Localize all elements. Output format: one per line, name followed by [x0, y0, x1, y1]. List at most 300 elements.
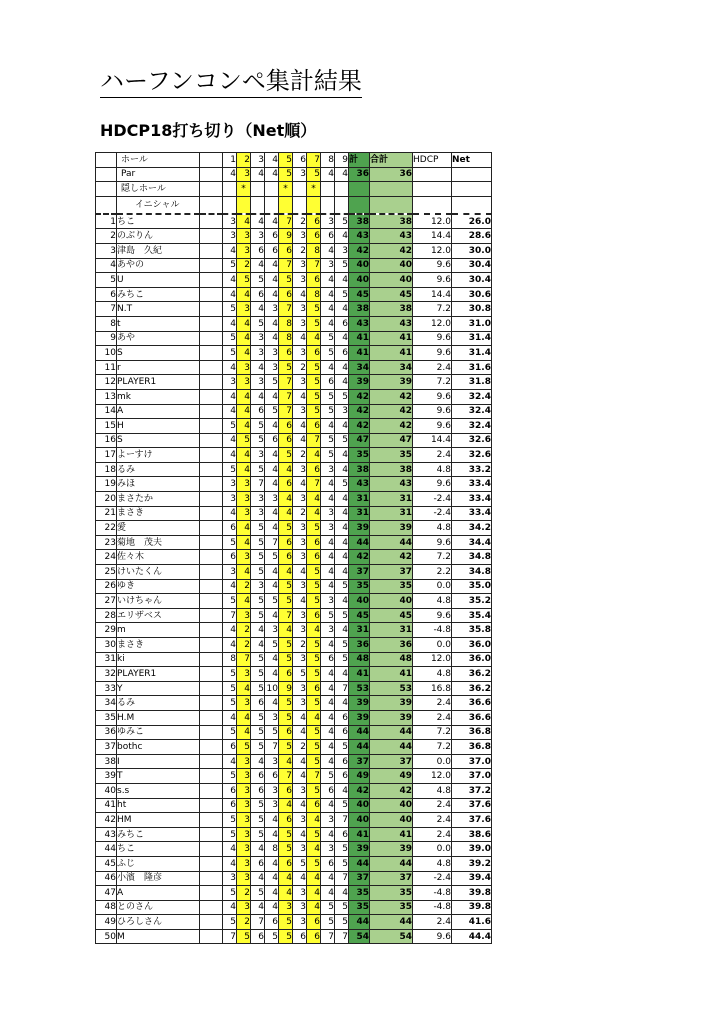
player-name-cell: ki: [117, 652, 200, 667]
gap-cell: [200, 153, 223, 168]
hole-score-cell: 5: [223, 827, 237, 842]
table-row: [96, 477, 492, 492]
hole-score-cell: 5: [307, 754, 321, 769]
hole-score-cell: 6: [321, 375, 335, 390]
rank-cell: 11: [96, 360, 117, 375]
hole-score-cell: 7: [335, 929, 349, 944]
gap-cell: [200, 404, 223, 419]
hole-score-cell: 2: [293, 740, 307, 755]
total-cell: 35: [349, 900, 370, 915]
rank-cell: 18: [96, 462, 117, 477]
hole-score-cell: 6: [335, 827, 349, 842]
hole-number: 8: [321, 153, 335, 168]
hole-score-cell: 3: [223, 492, 237, 507]
hole-score-cell: 6: [321, 652, 335, 667]
grand-total-cell: 42: [370, 550, 413, 565]
table-row: [96, 565, 492, 580]
hole-score-cell: 4: [237, 419, 251, 434]
grand-total-cell: 42: [370, 389, 413, 404]
hole-score-cell: 4: [335, 331, 349, 346]
hole-score-cell: 4: [237, 331, 251, 346]
hole-score-cell: 5: [237, 433, 251, 448]
hole-score-cell: 4: [293, 710, 307, 725]
hole-score-cell: 5: [307, 725, 321, 740]
player-name-cell: ht: [117, 798, 200, 813]
empty-cell: [237, 196, 251, 214]
hole-score-cell: 5: [279, 740, 293, 755]
hole-score-cell: 6: [335, 754, 349, 769]
table-row: [96, 433, 492, 448]
hole-score-cell: 5: [321, 331, 335, 346]
hole-score-cell: 4: [321, 419, 335, 434]
hole-score-cell: 2: [237, 915, 251, 930]
gap-cell: [200, 389, 223, 404]
hdcp-cell: 2.4: [413, 360, 452, 375]
hole-score-cell: 5: [321, 915, 335, 930]
table-row: [96, 769, 492, 784]
grand-total-cell: 43: [370, 316, 413, 331]
hdcp-cell: -2.4: [413, 492, 452, 507]
hole-score-cell: 5: [307, 740, 321, 755]
gap-cell: [200, 929, 223, 944]
hole-score-cell: 5: [279, 929, 293, 944]
hole-score-cell: 6: [307, 462, 321, 477]
hole-score-cell: 4: [237, 710, 251, 725]
hole-score-cell: 4: [307, 710, 321, 725]
hole-score-cell: 4: [321, 710, 335, 725]
gap-cell: [200, 827, 223, 842]
grand-total-cell: 47: [370, 433, 413, 448]
hole-score-cell: 5: [321, 346, 335, 361]
table-row: [96, 754, 492, 769]
hole-score-cell: 6: [293, 929, 307, 944]
hole-score-cell: 7: [279, 375, 293, 390]
hole-score-cell: 3: [293, 652, 307, 667]
hole-score-cell: 5: [223, 886, 237, 901]
hole-score-cell: 6: [251, 287, 265, 302]
hole-score-cell: 3: [293, 273, 307, 288]
hole-score-cell: 4: [237, 565, 251, 580]
hole-score-cell: 6: [335, 725, 349, 740]
hole-score-cell: 5: [265, 638, 279, 653]
hole-score-cell: 4: [279, 871, 293, 886]
hole-number: 2: [237, 153, 251, 168]
hdcp-cell: 2.2: [413, 565, 452, 580]
hole-score-cell: 5: [335, 798, 349, 813]
total-cell: 38: [349, 214, 370, 229]
net-cell: 39.4: [452, 871, 492, 886]
hole-score-cell: 5: [251, 462, 265, 477]
hole-score-cell: 3: [293, 900, 307, 915]
gap-cell: [200, 769, 223, 784]
player-name-cell: 愛: [117, 521, 200, 536]
gap-cell: [200, 196, 223, 214]
hidden-mark: [335, 182, 349, 197]
player-name-cell: T: [117, 769, 200, 784]
hole-score-cell: 4: [237, 389, 251, 404]
rank-cell: 5: [96, 273, 117, 288]
hole-score-cell: 4: [223, 900, 237, 915]
rank-cell: 29: [96, 623, 117, 638]
gap-cell: [200, 214, 223, 229]
hole-score-cell: 5: [279, 594, 293, 609]
hdcp-cell: 4.8: [413, 462, 452, 477]
hole-score-cell: 4: [321, 740, 335, 755]
hole-score-cell: 4: [321, 477, 335, 492]
net-cell: 28.6: [452, 229, 492, 244]
hole-score-cell: 3: [293, 535, 307, 550]
player-name-cell: みほ: [117, 477, 200, 492]
table-row: [96, 346, 492, 361]
hole-score-cell: 7: [251, 915, 265, 930]
hole-score-cell: 4: [335, 594, 349, 609]
par-row: [96, 167, 492, 182]
hole-score-cell: 6: [307, 535, 321, 550]
hole-score-cell: 4: [265, 389, 279, 404]
hole-score-cell: 3: [223, 565, 237, 580]
grand-total-cell: 42: [370, 419, 413, 434]
hole-score-cell: 5: [307, 652, 321, 667]
gap-cell: [200, 167, 223, 182]
gap-cell: [200, 623, 223, 638]
empty-cell: [370, 196, 413, 214]
hole-score-cell: 4: [335, 623, 349, 638]
hole-score-cell: 3: [321, 813, 335, 828]
hdcp-cell: 9.6: [413, 346, 452, 361]
hole-score-cell: 6: [279, 550, 293, 565]
par-label: Par: [117, 167, 200, 182]
hole-score-cell: 4: [223, 448, 237, 463]
hole-score-cell: 5: [265, 375, 279, 390]
hole-score-cell: 4: [307, 886, 321, 901]
hole-score-cell: 6: [321, 229, 335, 244]
hole-score-cell: 3: [321, 258, 335, 273]
hole-score-cell: 6: [307, 798, 321, 813]
hole-score-cell: 4: [265, 652, 279, 667]
hole-score-cell: 4: [237, 448, 251, 463]
hole-score-cell: 4: [279, 492, 293, 507]
hdcp-cell: 4.8: [413, 856, 452, 871]
hole-score-cell: 4: [237, 681, 251, 696]
hdcp-cell: 14.4: [413, 287, 452, 302]
hole-score-cell: 3: [293, 229, 307, 244]
net-cell: 36.2: [452, 667, 492, 682]
total-cell: 44: [349, 740, 370, 755]
hole-score-cell: 6: [265, 229, 279, 244]
net-cell: 35.0: [452, 579, 492, 594]
hole-score-cell: 5: [279, 842, 293, 857]
hole-score-cell: 3: [223, 375, 237, 390]
net-cell: 36.8: [452, 725, 492, 740]
hole-score-cell: 6: [279, 725, 293, 740]
hole-score-cell: 7: [335, 871, 349, 886]
hole-score-cell: 2: [293, 638, 307, 653]
player-name-cell: けいたくん: [117, 565, 200, 580]
hole-score-cell: 4: [335, 521, 349, 536]
gap-cell: [200, 900, 223, 915]
hole-score-cell: 5: [237, 929, 251, 944]
hole-score-cell: 4: [321, 886, 335, 901]
total-cell: 48: [349, 652, 370, 667]
table-row: [96, 521, 492, 536]
net-cell: 32.4: [452, 419, 492, 434]
empty-cell: [293, 196, 307, 214]
hole-score-cell: 6: [265, 433, 279, 448]
hole-score-cell: 4: [237, 404, 251, 419]
player-name-cell: ちこ: [117, 842, 200, 857]
grand-total-cell: 42: [370, 404, 413, 419]
net-cell: 31.6: [452, 360, 492, 375]
hole-score-cell: 3: [293, 681, 307, 696]
grand-total-cell: 44: [370, 725, 413, 740]
player-name-cell: あや: [117, 331, 200, 346]
hole-score-cell: 5: [265, 929, 279, 944]
hole-score-cell: 6: [251, 769, 265, 784]
rank-cell: 4: [96, 258, 117, 273]
grand-total-cell: 41: [370, 667, 413, 682]
hole-score-cell: 4: [335, 886, 349, 901]
hole-score-cell: 4: [335, 375, 349, 390]
total-cell: 42: [349, 783, 370, 798]
hole-score-cell: 4: [321, 565, 335, 580]
rank-cell: 44: [96, 842, 117, 857]
hole-score-cell: 3: [265, 302, 279, 317]
total-cell: 31: [349, 623, 370, 638]
net-cell: 35.4: [452, 608, 492, 623]
hidden-mark: [293, 182, 307, 197]
hole-number: 6: [293, 153, 307, 168]
total-cell: 35: [349, 579, 370, 594]
hole-score-cell: 3: [237, 492, 251, 507]
hole-score-cell: 4: [265, 477, 279, 492]
hole-score-cell: 3: [265, 360, 279, 375]
hole-score-cell: 6: [265, 915, 279, 930]
total-cell: 35: [349, 448, 370, 463]
empty-cell: [335, 196, 349, 214]
player-name-cell: まさき: [117, 506, 200, 521]
grand-total-cell: 43: [370, 477, 413, 492]
hole-score-cell: 7: [279, 608, 293, 623]
table-row: [96, 827, 492, 842]
hole-score-cell: 7: [307, 769, 321, 784]
hole-score-cell: 3: [237, 900, 251, 915]
hole-score-cell: 5: [251, 521, 265, 536]
par-value: 5: [307, 167, 321, 182]
hole-score-cell: 5: [265, 404, 279, 419]
hole-score-cell: 4: [293, 389, 307, 404]
total-cell: 41: [349, 346, 370, 361]
grand-total-cell: 45: [370, 608, 413, 623]
hole-score-cell: 5: [307, 579, 321, 594]
hole-score-cell: 6: [251, 856, 265, 871]
hole-score-cell: 5: [279, 710, 293, 725]
table-row: [96, 462, 492, 477]
hole-score-cell: 3: [251, 229, 265, 244]
hdcp-cell: 4.8: [413, 594, 452, 609]
rank-cell: 8: [96, 316, 117, 331]
table-row: [96, 389, 492, 404]
net-cell: 34.8: [452, 565, 492, 580]
hole-score-cell: 4: [335, 492, 349, 507]
rank-header-cell: [96, 153, 117, 168]
rank-cell: 17: [96, 448, 117, 463]
net-cell: 37.6: [452, 798, 492, 813]
table-row: [96, 316, 492, 331]
hole-score-cell: 3: [321, 506, 335, 521]
table-row: [96, 915, 492, 930]
hole-score-cell: 4: [237, 287, 251, 302]
hole-score-cell: 8: [279, 316, 293, 331]
table-row: [96, 229, 492, 244]
rank-cell: 12: [96, 375, 117, 390]
total-cell: 44: [349, 856, 370, 871]
hole-score-cell: 6: [279, 535, 293, 550]
hole-score-cell: 6: [335, 769, 349, 784]
hidden-hole-row: [96, 182, 492, 197]
hole-score-cell: 7: [279, 769, 293, 784]
grand-total-cell: 44: [370, 915, 413, 930]
total-cell: 31: [349, 506, 370, 521]
hdcp-cell: 2.4: [413, 813, 452, 828]
hole-score-cell: 4: [307, 842, 321, 857]
par-value: 4: [223, 167, 237, 182]
hole-score-cell: 5: [223, 696, 237, 711]
hole-score-cell: 4: [321, 871, 335, 886]
hdcp-cell: -4.8: [413, 900, 452, 915]
hdcp-cell: 2.4: [413, 710, 452, 725]
player-name-cell: のぶりん: [117, 229, 200, 244]
hole-score-cell: 5: [307, 565, 321, 580]
hole-score-cell: 7: [279, 258, 293, 273]
hole-score-cell: 3: [237, 550, 251, 565]
total-cell: 36: [349, 638, 370, 653]
par-total: 36: [349, 167, 370, 182]
hole-score-cell: 5: [335, 433, 349, 448]
hole-score-cell: 4: [321, 287, 335, 302]
hole-score-cell: 4: [251, 214, 265, 229]
hole-score-cell: 6: [279, 243, 293, 258]
net-cell: 44.4: [452, 929, 492, 944]
hole-score-cell: 5: [251, 594, 265, 609]
total-cell: 39: [349, 842, 370, 857]
hdcp-cell: 9.6: [413, 419, 452, 434]
hole-score-cell: 7: [307, 433, 321, 448]
rank-cell: 42: [96, 813, 117, 828]
hole-score-cell: 5: [251, 316, 265, 331]
player-name-cell: H: [117, 419, 200, 434]
hole-score-cell: 4: [251, 302, 265, 317]
hole-score-cell: 5: [279, 638, 293, 653]
hole-score-cell: 4: [321, 302, 335, 317]
table-row: [96, 856, 492, 871]
hole-score-cell: 7: [223, 929, 237, 944]
grand-total-cell: 42: [370, 243, 413, 258]
hole-score-cell: 4: [265, 608, 279, 623]
hole-score-cell: 5: [321, 433, 335, 448]
grand-total-cell: 38: [370, 302, 413, 317]
empty-cell: [349, 182, 370, 197]
hole-score-cell: 8: [279, 331, 293, 346]
hole-score-cell: 2: [237, 623, 251, 638]
hdcp-cell: 14.4: [413, 433, 452, 448]
hole-score-cell: 4: [335, 360, 349, 375]
table-row: [96, 243, 492, 258]
hole-score-cell: 4: [265, 667, 279, 682]
hdcp-cell: 2.4: [413, 798, 452, 813]
hdcp-cell: 9.6: [413, 929, 452, 944]
total-cell: 42: [349, 404, 370, 419]
table-row: [96, 696, 492, 711]
empty-cell: [251, 196, 265, 214]
hole-score-cell: 5: [321, 448, 335, 463]
grand-total-cell: 39: [370, 842, 413, 857]
rank-cell: 6: [96, 287, 117, 302]
gap-cell: [200, 710, 223, 725]
hole-score-cell: 4: [307, 506, 321, 521]
total-cell: 39: [349, 710, 370, 725]
hdcp-cell: 9.6: [413, 331, 452, 346]
player-name-cell: S: [117, 346, 200, 361]
hole-score-cell: 3: [237, 798, 251, 813]
rank-header-cell: [96, 182, 117, 197]
hole-score-cell: 4: [321, 360, 335, 375]
total-cell: 43: [349, 316, 370, 331]
player-name-cell: いけちゃん: [117, 594, 200, 609]
table-row: [96, 783, 492, 798]
gap-cell: [200, 638, 223, 653]
hole-score-cell: 6: [279, 667, 293, 682]
hole-score-cell: 4: [237, 594, 251, 609]
hole-number: 9: [335, 153, 349, 168]
rank-cell: 39: [96, 769, 117, 784]
gap-cell: [200, 506, 223, 521]
hole-score-cell: 5: [307, 521, 321, 536]
hole-score-cell: 5: [335, 638, 349, 653]
hole-score-cell: 3: [223, 477, 237, 492]
net-cell: 36.8: [452, 740, 492, 755]
rank-cell: 46: [96, 871, 117, 886]
hole-score-cell: 5: [293, 856, 307, 871]
total-cell: 39: [349, 696, 370, 711]
net-cell: 26.0: [452, 214, 492, 229]
player-name-cell: るみ: [117, 696, 200, 711]
hdcp-cell: 7.2: [413, 740, 452, 755]
hole-score-cell: 5: [265, 725, 279, 740]
rank-cell: 24: [96, 550, 117, 565]
hole-score-cell: 4: [293, 419, 307, 434]
hdcp-cell: -2.4: [413, 506, 452, 521]
grand-total-cell: 40: [370, 813, 413, 828]
rank-cell: 10: [96, 346, 117, 361]
hole-score-cell: 5: [251, 681, 265, 696]
gap-cell: [200, 477, 223, 492]
hole-score-cell: 7: [223, 608, 237, 623]
hole-score-cell: 5: [307, 667, 321, 682]
hole-score-cell: 4: [293, 433, 307, 448]
hole-score-cell: 7: [265, 535, 279, 550]
gap-cell: [200, 287, 223, 302]
hole-score-cell: 7: [279, 404, 293, 419]
total-cell: 40: [349, 273, 370, 288]
grand-total-cell: 39: [370, 521, 413, 536]
hole-score-cell: 4: [223, 404, 237, 419]
hole-score-cell: 4: [321, 696, 335, 711]
net-cell: 39.0: [452, 842, 492, 857]
gap-cell: [200, 754, 223, 769]
hole-score-cell: 4: [265, 273, 279, 288]
hole-score-cell: 4: [321, 243, 335, 258]
hdcp-cell: -4.8: [413, 623, 452, 638]
